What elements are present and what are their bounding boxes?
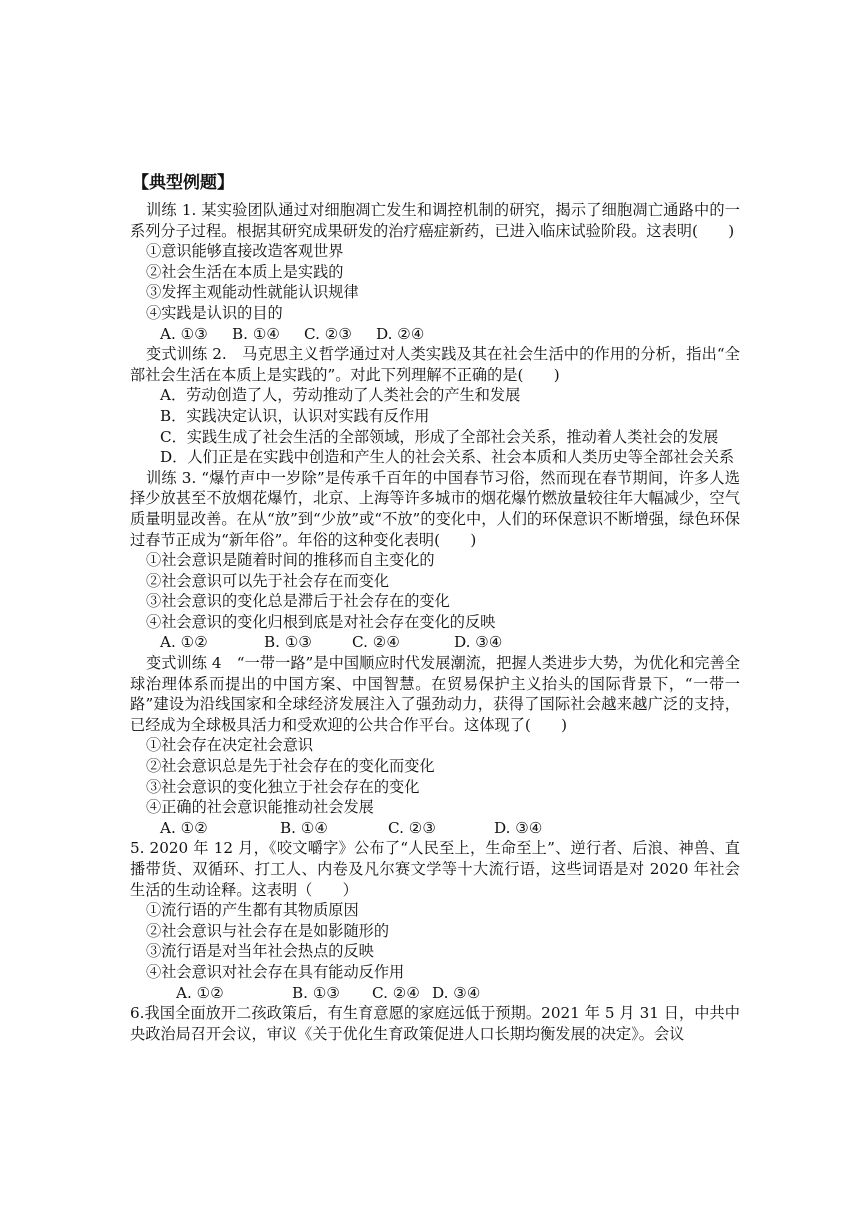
- question-1-option: ①意识能够直接改造客观世界: [146, 242, 344, 261]
- question-1-option: ③发挥主观能动性就能认识规律: [146, 283, 359, 302]
- question-4-stem: 变式训练 4 “一带一路”是中国顺应时代发展潮流，把握人类进步大势，为优化和完善全球治理体系而提出的中国方案、中国智慧。在贸易保护主义抬头的国际背景下，“一带一路”建设为沿线国家和全球经济发展注入了强劲动力，获得了国际社会越来越广泛的支持，已经成为全球极具活力和受欢迎的公共合作平台。这体现了( ): [130, 654, 740, 734]
- question-1-option: ②社会生活在本质上是实践的: [146, 262, 344, 281]
- choice-b: B. ①③: [292, 983, 341, 1002]
- choice-a: A. ①②: [176, 983, 224, 1002]
- choice-a: A. ①③: [160, 324, 208, 343]
- choice-a: A. ①②: [160, 818, 208, 837]
- question-3-option: ④社会意识的变化归根到底是对社会存在变化的反映: [146, 612, 496, 631]
- question-2-option-b: B．实践决定认识，认识对实践有反作用: [160, 406, 430, 425]
- question-2-option-a: A．劳动创造了人，劳动推动了人类社会的产生和发展: [160, 386, 521, 405]
- choice-b: B. ①③: [264, 633, 313, 652]
- document-page: [130, 166, 740, 1044]
- question-5-choices: [176, 983, 740, 1004]
- choice-d: D. ②④: [376, 324, 425, 343]
- question-4-option: ①社会存在决定社会意识: [146, 736, 314, 755]
- question-5-option: ③流行语是对当年社会热点的反映: [146, 942, 374, 961]
- question-4-option: ②社会意识总是先于社会存在的变化而变化: [146, 757, 435, 776]
- question-5-option: ①流行语的产生都有其物质原因: [146, 901, 359, 920]
- choice-b: B. ①④: [232, 324, 281, 343]
- question-5-option: ④社会意识对社会存在具有能动反作用: [146, 962, 405, 981]
- question-6-stem: 6.我国全面放开二孩政策后，有生育意愿的家庭远低于预期。2021 年 5 月 31 日，中共中央政治局召开会议，审议《关于优化生育政策促进人口长期均衡发展的决定》。会议: [130, 1004, 740, 1043]
- question-3-option: ③社会意识的变化总是滞后于社会存在的变化: [146, 592, 450, 611]
- choice-d: D. ③④: [494, 818, 543, 837]
- question-4-option: ④正确的社会意识能推动社会发展: [146, 798, 374, 817]
- question-5-option: ②社会意识与社会存在是如影随形的: [146, 921, 389, 940]
- question-3-stem: 训练 3. “爆竹声中一岁除”是传承千百年的中国春节习俗，然而现在春节期间，许多人选择少放甚至不放烟花爆竹，北京、上海等许多城市的烟花爆竹燃放量较往年大幅减少，空气质量明显改善。在从“放”到“少放”或“不放”的变化中，人们的环保意识不断增强，绿色环保过春节正成为“新年俗”。年俗的这种变化表明( ): [130, 468, 740, 549]
- question-1-option: ④实践是认识的目的: [146, 303, 283, 322]
- question-2-stem: 变式训练 2. 马克思主义哲学通过对人类实践及其在社会生活中的作用的分析，指出“全部社会生活在本质上是实践的”。对此下列理解不正确的是( ): [130, 345, 740, 384]
- choice-c: C. ②④: [372, 983, 420, 1002]
- question-2-option-c: C．实践生成了社会生活的全部领域，形成了全部社会关系，推动着人类社会的发展: [160, 427, 719, 446]
- choice-d: D. ③④: [432, 983, 481, 1002]
- question-5-stem: 5. 2020 年 12 月，《咬文嚼字》公布了“人民至上，生命至上”、逆行者、后浪、神兽、直播带货、双循环、打工人、内卷及凡尔赛文学等十大流行语，这些词语是对 2020 年社会生活的生动诠释。这表明（ ）: [130, 839, 740, 899]
- question-1-stem: 训练 1. 某实验团队通过对细胞凋亡发生和调控机制的研究，揭示了细胞凋亡通路中的一系列分子过程。根据其研究成果研发的治疗癌症新药，已进入临床试验阶段。这表明( ): [130, 201, 740, 240]
- question-3-option: ②社会意识可以先于社会存在而变化: [146, 571, 389, 590]
- section-title: 【典型例题】: [132, 173, 234, 193]
- choice-d: D. ③④: [454, 633, 503, 652]
- question-3-choices: [160, 632, 740, 653]
- question-4-choices: [160, 818, 740, 839]
- question-4-option: ③社会意识的变化独立于社会存在的变化: [146, 777, 420, 796]
- choice-b: B. ①④: [280, 818, 329, 837]
- question-1-choices: [160, 324, 740, 345]
- question-2-option-d: D．人们正是在实践中创造和产生人的社会关系、社会本质和人类历史等全部社会关系: [160, 448, 735, 467]
- choice-c: C. ②④: [352, 633, 400, 652]
- choice-a: A. ①②: [160, 633, 208, 652]
- question-3-option: ①社会意识是随着时间的推移而自主变化的: [146, 551, 435, 570]
- choice-c: C. ②③: [388, 818, 436, 837]
- choice-c: C. ②③: [304, 324, 352, 343]
